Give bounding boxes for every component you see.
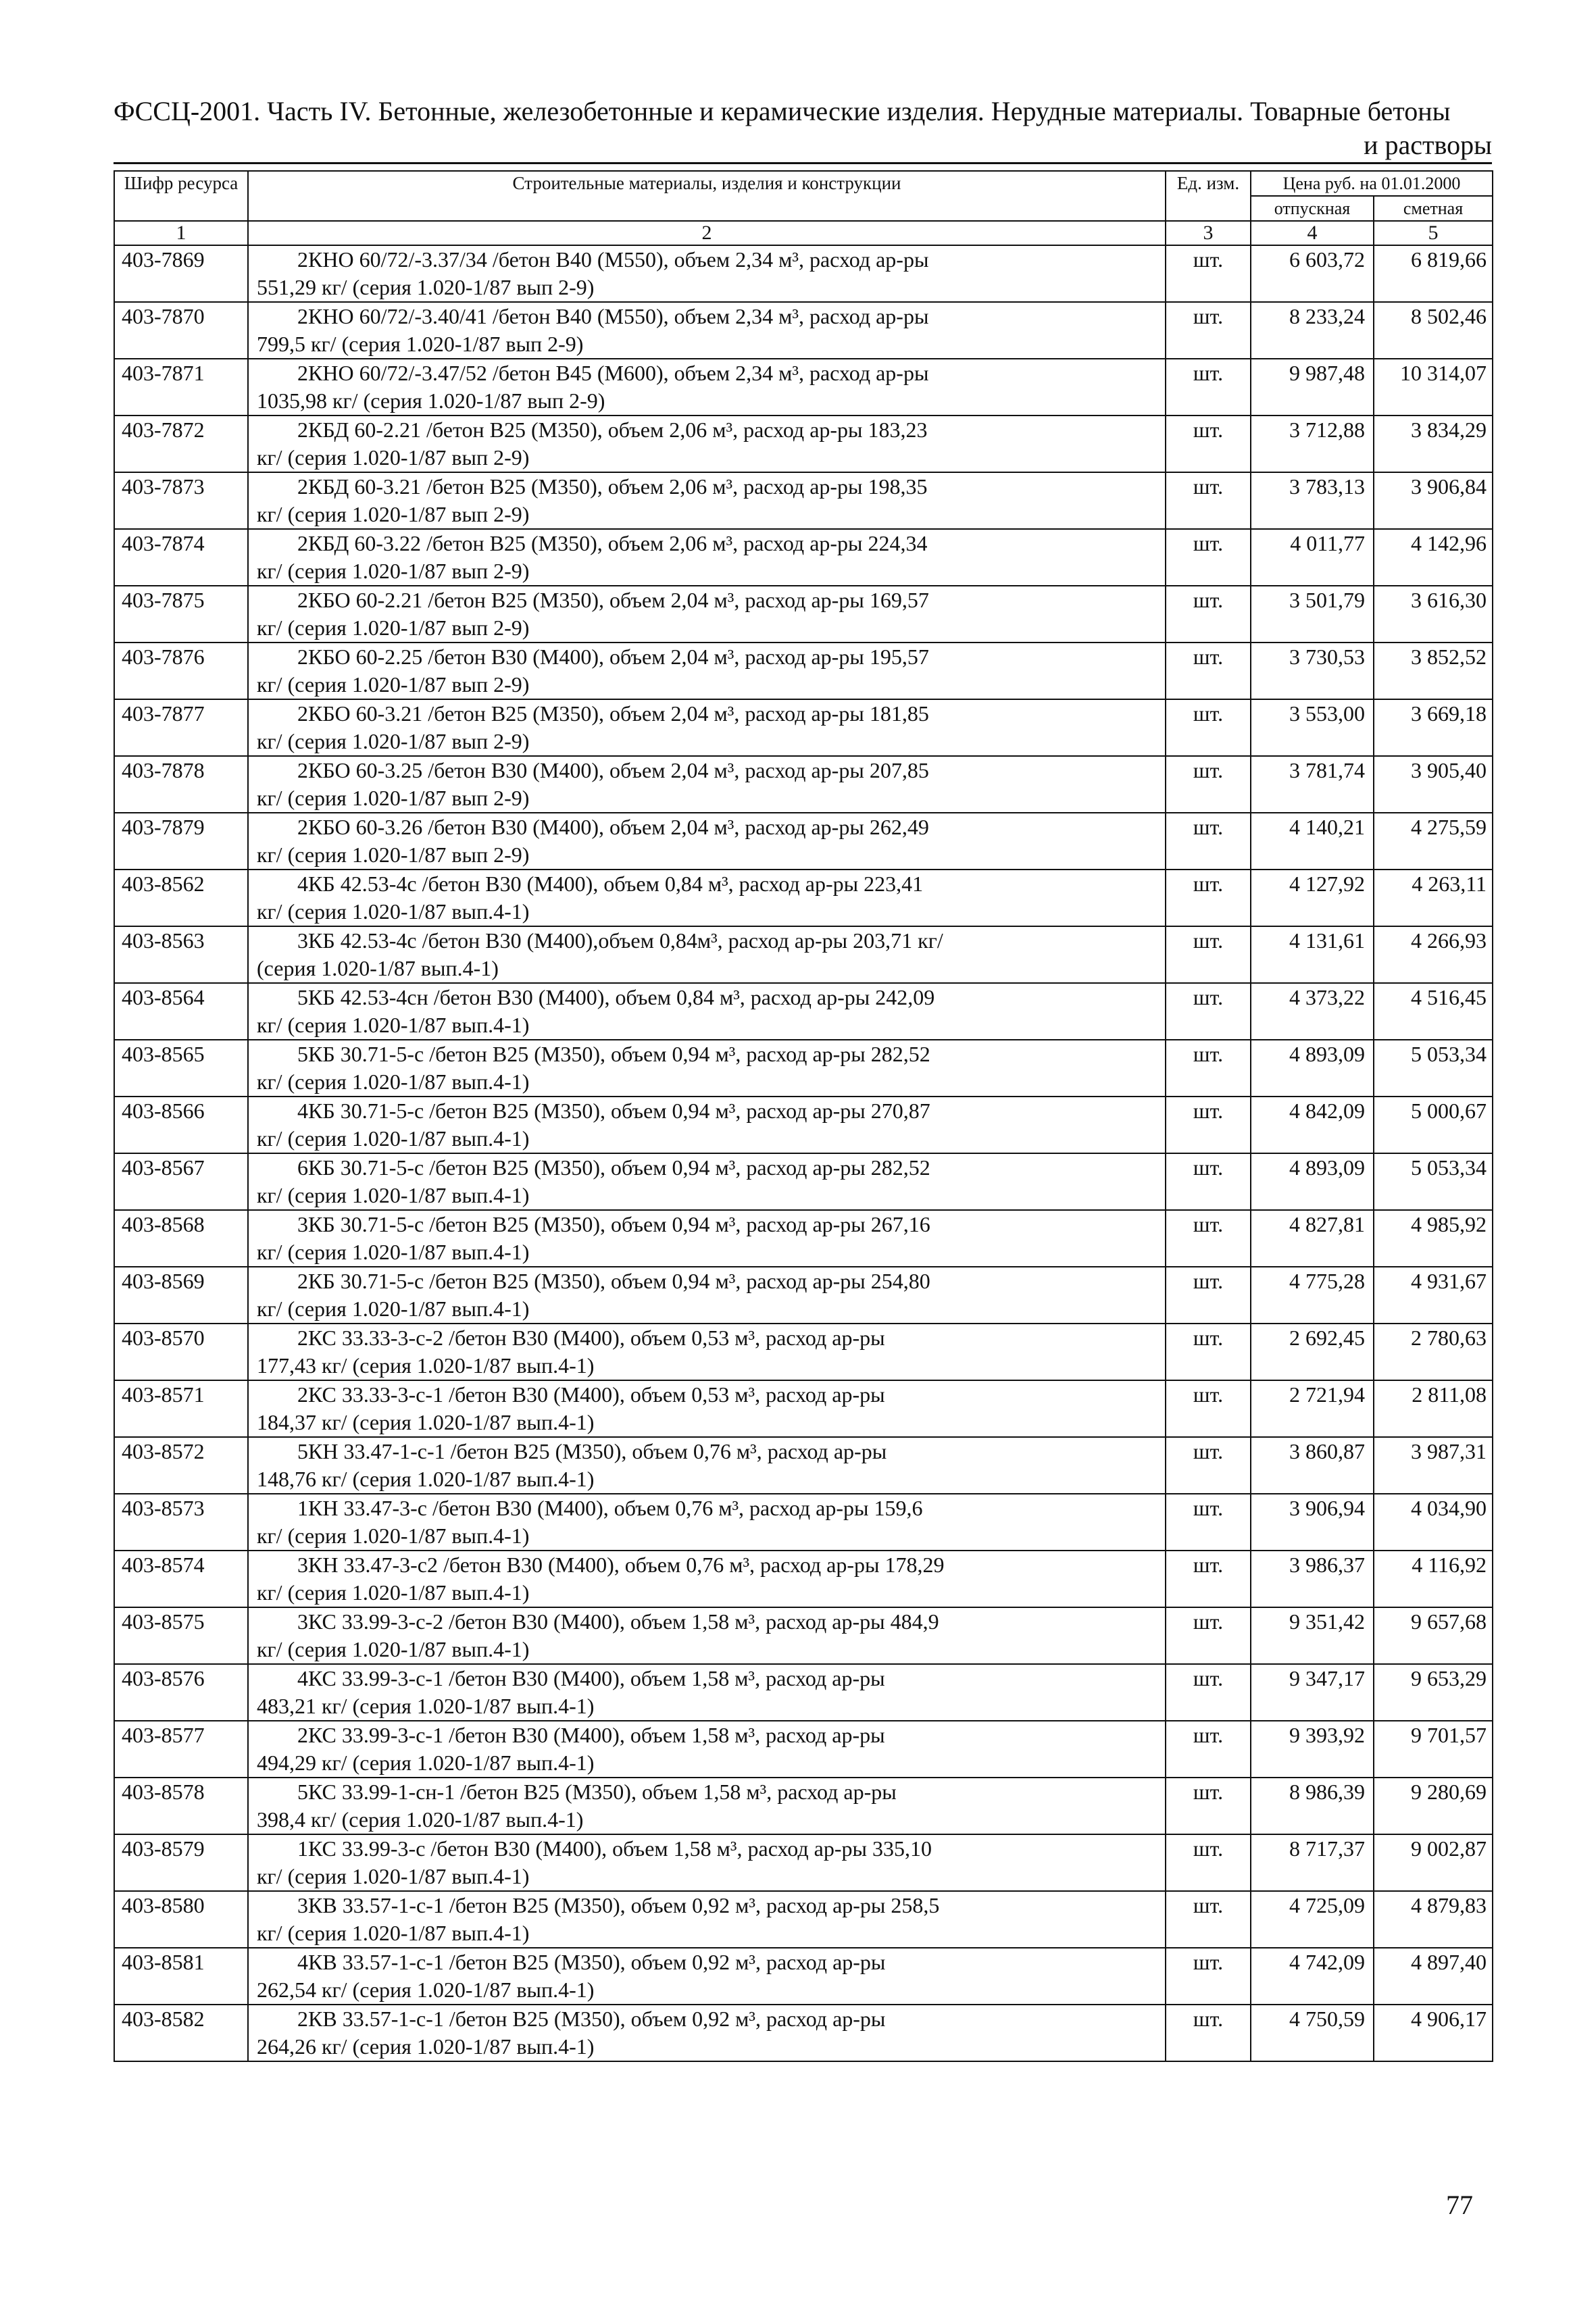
release-price-cell: 9 347,17	[1251, 1664, 1374, 1721]
table-row	[114, 302, 1493, 359]
resource-code: 403-8571	[114, 1380, 248, 1437]
description-cell	[248, 1267, 1166, 1324]
table-row	[114, 1778, 1493, 1834]
column-header-price-estimate: сметная	[1374, 196, 1493, 221]
description-line1: 5КБ 30.71-5-с /бетон В25 (М350), объем 0,94 м³, расход ар-ры 282,52	[297, 1042, 930, 1066]
estimate-price-cell: 3 906,84	[1374, 472, 1493, 529]
page-header	[114, 95, 1492, 162]
unit-cell: шт.	[1166, 1664, 1251, 1721]
table-row	[114, 699, 1493, 756]
column-header-description: Строительные материалы, изделия и конструкции	[248, 171, 1166, 221]
resource-code: 403-7873	[114, 472, 248, 529]
header-title-line1: ФССЦ-2001. Часть IV. Бетонные, железобетонные и керамические изделия. Нерудные материалы. Товарные бетоны	[114, 96, 1451, 126]
table-row	[114, 1267, 1493, 1324]
column-number: 4	[1251, 221, 1374, 245]
unit-cell: шт.	[1166, 472, 1251, 529]
description-line1: 2КБД 60-3.21 /бетон В25 (М350), объем 2,06 м³, расход ар-ры 198,35	[297, 474, 928, 499]
description-cell	[248, 699, 1166, 756]
description-line1: 6КБ 30.71-5-с /бетон В25 (М350), объем 0,94 м³, расход ар-ры 282,52	[297, 1155, 930, 1180]
unit-cell: шт.	[1166, 1210, 1251, 1267]
table-row	[114, 1380, 1493, 1437]
table-row	[114, 2005, 1493, 2061]
release-price-cell: 2 692,45	[1251, 1324, 1374, 1380]
unit-cell: шт.	[1166, 1267, 1251, 1324]
description-cell	[248, 870, 1166, 926]
column-number: 1	[114, 221, 248, 245]
table-row	[114, 1607, 1493, 1664]
description-line1: 2КНО 60/72/-3.40/41 /бетон В40 (М550), объем 2,34 м³, расход ар-ры	[297, 304, 929, 328]
unit-cell: шт.	[1166, 983, 1251, 1040]
description-line2: кг/ (серия 1.020-1/87 вып 2-9)	[257, 502, 530, 526]
resource-code: 403-8579	[114, 1834, 248, 1891]
release-price-cell: 4 131,61	[1251, 926, 1374, 983]
estimate-price-cell: 2 811,08	[1374, 1380, 1493, 1437]
description-line2: кг/ (серия 1.020-1/87 вып.4-1)	[257, 1183, 530, 1207]
description-line2: кг/ (серия 1.020-1/87 вып.4-1)	[257, 1126, 530, 1151]
table-body	[114, 245, 1493, 2061]
estimate-price-cell: 6 819,66	[1374, 245, 1493, 302]
release-price-cell: 3 781,74	[1251, 756, 1374, 813]
resource-code: 403-8573	[114, 1494, 248, 1551]
estimate-price-cell: 4 034,90	[1374, 1494, 1493, 1551]
column-header-price: Цена руб. на 01.01.2000	[1251, 171, 1493, 196]
description-cell	[248, 1551, 1166, 1607]
column-header-price-release: отпускная	[1251, 196, 1374, 221]
estimate-price-cell: 9 653,29	[1374, 1664, 1493, 1721]
release-price-cell: 2 721,94	[1251, 1380, 1374, 1437]
description-cell	[248, 1778, 1166, 1834]
release-price-cell: 8 986,39	[1251, 1778, 1374, 1834]
description-line1: 1КС 33.99-3-с /бетон В30 (М400), объем 1,58 м³, расход ар-ры 335,10	[297, 1836, 932, 1861]
resource-code: 403-7878	[114, 756, 248, 813]
description-line1: 3КН 33.47-3-с2 /бетон В30 (М400), объем 0,76 м³, расход ар-ры 178,29	[297, 1553, 945, 1577]
description-line2: кг/ (серия 1.020-1/87 вып.4-1)	[257, 1013, 530, 1037]
description-line1: 5КН 33.47-1-с-1 /бетон В25 (М350), объем 0,76 м³, расход ар-ры	[297, 1439, 887, 1463]
description-line2: кг/ (серия 1.020-1/87 вып.4-1)	[257, 1864, 530, 1888]
unit-cell: шт.	[1166, 1097, 1251, 1153]
description-cell	[248, 302, 1166, 359]
description-line2: кг/ (серия 1.020-1/87 вып 2-9)	[257, 559, 530, 583]
column-header-code: Шифр ресурса	[114, 171, 248, 221]
description-cell	[248, 1040, 1166, 1097]
resource-code: 403-7872	[114, 416, 248, 472]
description-line1: 4КВ 33.57-1-с-1 /бетон В25 (М350), объем 0,92 м³, расход ар-ры	[297, 1950, 886, 1974]
column-number: 3	[1166, 221, 1251, 245]
header-title-line2: и растворы	[1364, 130, 1492, 160]
description-line2: 551,29 кг/ (серия 1.020-1/87 вып 2-9)	[257, 275, 595, 299]
description-cell	[248, 472, 1166, 529]
resource-code: 403-8577	[114, 1721, 248, 1778]
unit-cell: шт.	[1166, 926, 1251, 983]
unit-cell: шт.	[1166, 1607, 1251, 1664]
description-line1: 3КБ 30.71-5-с /бетон В25 (М350), объем 0,94 м³, расход ар-ры 267,16	[297, 1212, 930, 1236]
description-line1: 2КБО 60-2.21 /бетон В25 (М350), объем 2,04 м³, расход ар-ры 169,57	[297, 588, 929, 612]
table-row	[114, 1494, 1493, 1551]
resource-code: 403-8581	[114, 1948, 248, 2005]
table-row	[114, 1664, 1493, 1721]
table-row	[114, 1891, 1493, 1948]
unit-cell: шт.	[1166, 2005, 1251, 2061]
unit-cell: шт.	[1166, 1948, 1251, 2005]
description-line1: 4КС 33.99-3-с-1 /бетон В30 (М400), объем 1,58 м³, расход ар-ры	[297, 1666, 885, 1690]
description-line1: 2КБ 30.71-5-с /бетон В25 (М350), объем 0,94 м³, расход ар-ры 254,80	[297, 1269, 930, 1293]
release-price-cell: 3 906,94	[1251, 1494, 1374, 1551]
description-line2: 398,4 кг/ (серия 1.020-1/87 вып.4-1)	[257, 1807, 584, 1832]
description-cell	[248, 983, 1166, 1040]
header-rule	[114, 162, 1492, 164]
description-line2: кг/ (серия 1.020-1/87 вып 2-9)	[257, 445, 530, 470]
description-line1: 3КБ 42.53-4с /бетон В30 (М400),объем 0,84м³, расход ар-ры 203,71 кг/	[297, 928, 943, 953]
description-line2: 1035,98 кг/ (серия 1.020-1/87 вып 2-9)	[257, 388, 605, 413]
estimate-price-cell: 4 266,93	[1374, 926, 1493, 983]
description-line2: 799,5 кг/ (серия 1.020-1/87 вып 2-9)	[257, 332, 584, 356]
estimate-price-cell: 9 701,57	[1374, 1721, 1493, 1778]
unit-cell: шт.	[1166, 1778, 1251, 1834]
description-line2: кг/ (серия 1.020-1/87 вып.4-1)	[257, 1637, 530, 1661]
release-price-cell: 4 127,92	[1251, 870, 1374, 926]
resource-code: 403-8576	[114, 1664, 248, 1721]
description-line1: 2КНО 60/72/-3.47/52 /бетон В45 (М600), объем 2,34 м³, расход ар-ры	[297, 361, 929, 385]
estimate-price-cell: 5 053,34	[1374, 1040, 1493, 1097]
table-row	[114, 983, 1493, 1040]
description-line1: 4КБ 42.53-4с /бетон В30 (М400), объем 0,84 м³, расход ар-ры 223,41	[297, 872, 924, 896]
estimate-price-cell: 3 905,40	[1374, 756, 1493, 813]
description-line2: кг/ (серия 1.020-1/87 вып.4-1)	[257, 1580, 530, 1605]
description-line2: 264,26 кг/ (серия 1.020-1/87 вып.4-1)	[257, 2034, 595, 2059]
description-cell	[248, 1664, 1166, 1721]
description-line2: 184,37 кг/ (серия 1.020-1/87 вып.4-1)	[257, 1410, 595, 1434]
description-line1: 2КБО 60-3.21 /бетон В25 (М350), объем 2,04 м³, расход ар-ры 181,85	[297, 701, 929, 726]
resource-code: 403-8567	[114, 1153, 248, 1210]
column-number: 5	[1374, 221, 1493, 245]
description-cell	[248, 1324, 1166, 1380]
description-line1: 2КВ 33.57-1-с-1 /бетон В25 (М350), объем 0,92 м³, расход ар-ры	[297, 2007, 886, 2031]
release-price-cell: 4 893,09	[1251, 1040, 1374, 1097]
unit-cell: шт.	[1166, 359, 1251, 416]
description-line2: 177,43 кг/ (серия 1.020-1/87 вып.4-1)	[257, 1353, 595, 1378]
table-row	[114, 870, 1493, 926]
resource-code: 403-8575	[114, 1607, 248, 1664]
estimate-price-cell: 9 280,69	[1374, 1778, 1493, 1834]
description-line2: 148,76 кг/ (серия 1.020-1/87 вып.4-1)	[257, 1467, 595, 1491]
table-row	[114, 756, 1493, 813]
description-cell	[248, 813, 1166, 870]
resource-code: 403-8562	[114, 870, 248, 926]
estimate-price-cell: 4 985,92	[1374, 1210, 1493, 1267]
estimate-price-cell: 4 142,96	[1374, 529, 1493, 586]
description-line1: 2КБО 60-2.25 /бетон В30 (М400), объем 2,04 м³, расход ар-ры 195,57	[297, 645, 929, 669]
resource-code: 403-8569	[114, 1267, 248, 1324]
release-price-cell: 4 725,09	[1251, 1891, 1374, 1948]
release-price-cell: 4 742,09	[1251, 1948, 1374, 2005]
description-line2: кг/ (серия 1.020-1/87 вып 2-9)	[257, 786, 530, 810]
resource-code: 403-8568	[114, 1210, 248, 1267]
estimate-price-cell: 2 780,63	[1374, 1324, 1493, 1380]
estimate-price-cell: 3 834,29	[1374, 416, 1493, 472]
unit-cell: шт.	[1166, 1040, 1251, 1097]
resource-code: 403-8570	[114, 1324, 248, 1380]
description-line1: 2КС 33.33-3-с-1 /бетон В30 (М400), объем 0,53 м³, расход ар-ры	[297, 1382, 885, 1407]
estimate-price-cell: 3 852,52	[1374, 643, 1493, 699]
description-line2: кг/ (серия 1.020-1/87 вып 2-9)	[257, 672, 530, 697]
resource-code: 403-8580	[114, 1891, 248, 1948]
unit-cell: шт.	[1166, 586, 1251, 643]
description-cell	[248, 1607, 1166, 1664]
resource-code: 403-7869	[114, 245, 248, 302]
description-line1: 1КН 33.47-3-с /бетон В30 (М400), объем 0,76 м³, расход ар-ры 159,6	[297, 1496, 923, 1520]
unit-cell: шт.	[1166, 1551, 1251, 1607]
estimate-price-cell: 4 897,40	[1374, 1948, 1493, 2005]
description-line1: 4КБ 30.71-5-с /бетон В25 (М350), объем 0,94 м³, расход ар-ры 270,87	[297, 1099, 930, 1123]
release-price-cell: 4 893,09	[1251, 1153, 1374, 1210]
release-price-cell: 3 553,00	[1251, 699, 1374, 756]
description-line2: кг/ (серия 1.020-1/87 вып.4-1)	[257, 1297, 530, 1321]
resource-code: 403-7874	[114, 529, 248, 586]
description-cell	[248, 1891, 1166, 1948]
resource-code: 403-7879	[114, 813, 248, 870]
description-line2: кг/ (серия 1.020-1/87 вып.4-1)	[257, 1524, 530, 1548]
release-price-cell: 3 501,79	[1251, 586, 1374, 643]
unit-cell: шт.	[1166, 756, 1251, 813]
description-cell	[248, 245, 1166, 302]
description-line1: 3КВ 33.57-1-с-1 /бетон В25 (М350), объем 0,92 м³, расход ар-ры 258,5	[297, 1893, 940, 1917]
table-row	[114, 586, 1493, 643]
estimate-price-cell: 4 879,83	[1374, 1891, 1493, 1948]
description-line2: 262,54 кг/ (серия 1.020-1/87 вып.4-1)	[257, 1978, 595, 2002]
description-line2: кг/ (серия 1.020-1/87 вып 2-9)	[257, 615, 530, 640]
description-line1: 2КНО 60/72/-3.37/34 /бетон В40 (М550), объем 2,34 м³, расход ар-ры	[297, 247, 929, 272]
release-price-cell: 3 860,87	[1251, 1437, 1374, 1494]
resource-code: 403-7870	[114, 302, 248, 359]
unit-cell: шт.	[1166, 1834, 1251, 1891]
resource-code: 403-7875	[114, 586, 248, 643]
description-cell	[248, 926, 1166, 983]
unit-cell: шт.	[1166, 416, 1251, 472]
resource-code: 403-7877	[114, 699, 248, 756]
release-price-cell: 4 842,09	[1251, 1097, 1374, 1153]
release-price-cell: 9 351,42	[1251, 1607, 1374, 1664]
unit-cell: шт.	[1166, 245, 1251, 302]
description-line2: кг/ (серия 1.020-1/87 вып 2-9)	[257, 729, 530, 753]
release-price-cell: 4 011,77	[1251, 529, 1374, 586]
description-cell	[248, 1380, 1166, 1437]
description-cell	[248, 1097, 1166, 1153]
table-row	[114, 1324, 1493, 1380]
unit-cell: шт.	[1166, 1324, 1251, 1380]
release-price-cell: 9 987,48	[1251, 359, 1374, 416]
unit-cell: шт.	[1166, 529, 1251, 586]
resource-code: 403-7871	[114, 359, 248, 416]
resource-code: 403-8578	[114, 1778, 248, 1834]
description-line2: кг/ (серия 1.020-1/87 вып.4-1)	[257, 1240, 530, 1264]
description-cell	[248, 756, 1166, 813]
estimate-price-cell: 4 116,92	[1374, 1551, 1493, 1607]
description-line1: 2КБД 60-3.22 /бетон В25 (М350), объем 2,06 м³, расход ар-ры 224,34	[297, 531, 928, 555]
table-row	[114, 643, 1493, 699]
description-cell	[248, 643, 1166, 699]
description-line2: 494,29 кг/ (серия 1.020-1/87 вып.4-1)	[257, 1751, 595, 1775]
description-cell	[248, 1948, 1166, 2005]
unit-cell: шт.	[1166, 1891, 1251, 1948]
release-price-cell: 6 603,72	[1251, 245, 1374, 302]
unit-cell: шт.	[1166, 1437, 1251, 1494]
description-cell	[248, 2005, 1166, 2061]
description-line1: 5КС 33.99-1-сн-1 /бетон В25 (М350), объем 1,58 м³, расход ар-ры	[297, 1780, 897, 1804]
table-row	[114, 1437, 1493, 1494]
release-price-cell: 4 140,21	[1251, 813, 1374, 870]
release-price-cell: 3 730,53	[1251, 643, 1374, 699]
description-line1: 3КС 33.99-3-с-2 /бетон В30 (М400), объем 1,58 м³, расход ар-ры 484,9	[297, 1609, 939, 1634]
description-cell	[248, 416, 1166, 472]
page-number: 77	[1446, 2190, 1473, 2220]
description-line2: (серия 1.020-1/87 вып.4-1)	[257, 956, 499, 980]
resource-code: 403-8572	[114, 1437, 248, 1494]
description-line2: кг/ (серия 1.020-1/87 вып.4-1)	[257, 1070, 530, 1094]
release-price-cell: 8 717,37	[1251, 1834, 1374, 1891]
description-line1: 2КС 33.99-3-с-1 /бетон В30 (М400), объем 1,58 м³, расход ар-ры	[297, 1723, 885, 1747]
estimate-price-cell: 9 657,68	[1374, 1607, 1493, 1664]
release-price-cell: 4 827,81	[1251, 1210, 1374, 1267]
unit-cell: шт.	[1166, 302, 1251, 359]
resource-code: 403-7876	[114, 643, 248, 699]
column-header-unit: Ед. изм.	[1166, 171, 1251, 221]
release-price-cell: 3 712,88	[1251, 416, 1374, 472]
resource-code: 403-8574	[114, 1551, 248, 1607]
table-row	[114, 359, 1493, 416]
column-number-row	[114, 221, 1493, 245]
table-row	[114, 1040, 1493, 1097]
estimate-price-cell: 3 669,18	[1374, 699, 1493, 756]
description-line2: кг/ (серия 1.020-1/87 вып 2-9)	[257, 842, 530, 867]
table-row	[114, 813, 1493, 870]
description-line1: 2КС 33.33-3-с-2 /бетон В30 (М400), объем 0,53 м³, расход ар-ры	[297, 1326, 885, 1350]
estimate-price-cell: 3 616,30	[1374, 586, 1493, 643]
description-cell	[248, 1437, 1166, 1494]
table-row	[114, 1097, 1493, 1153]
release-price-cell: 3 783,13	[1251, 472, 1374, 529]
table-row	[114, 1551, 1493, 1607]
unit-cell: шт.	[1166, 1153, 1251, 1210]
description-cell	[248, 1834, 1166, 1891]
resource-code: 403-8566	[114, 1097, 248, 1153]
description-cell	[248, 359, 1166, 416]
table-row	[114, 1153, 1493, 1210]
release-price-cell: 9 393,92	[1251, 1721, 1374, 1778]
description-cell	[248, 1494, 1166, 1551]
table-row	[114, 529, 1493, 586]
estimate-price-cell: 5 000,67	[1374, 1097, 1493, 1153]
unit-cell: шт.	[1166, 1380, 1251, 1437]
unit-cell: шт.	[1166, 699, 1251, 756]
estimate-price-cell: 4 263,11	[1374, 870, 1493, 926]
table-row	[114, 1834, 1493, 1891]
release-price-cell: 8 233,24	[1251, 302, 1374, 359]
description-cell	[248, 586, 1166, 643]
estimate-price-cell: 4 516,45	[1374, 983, 1493, 1040]
table-row	[114, 1948, 1493, 2005]
table-row	[114, 926, 1493, 983]
estimate-price-cell: 4 931,67	[1374, 1267, 1493, 1324]
estimate-price-cell: 3 987,31	[1374, 1437, 1493, 1494]
description-line2: 483,21 кг/ (серия 1.020-1/87 вып.4-1)	[257, 1694, 595, 1718]
description-cell	[248, 1721, 1166, 1778]
release-price-cell: 3 986,37	[1251, 1551, 1374, 1607]
release-price-cell: 4 373,22	[1251, 983, 1374, 1040]
description-line1: 5КБ 42.53-4сн /бетон В30 (М400), объем 0,84 м³, расход ар-ры 242,09	[297, 985, 935, 1009]
table-row	[114, 1721, 1493, 1778]
description-cell	[248, 529, 1166, 586]
table-row	[114, 472, 1493, 529]
description-line1: 2КБО 60-3.25 /бетон В30 (М400), объем 2,04 м³, расход ар-ры 207,85	[297, 758, 929, 782]
table-row	[114, 1210, 1493, 1267]
description-line1: 2КБО 60-3.26 /бетон В30 (М400), объем 2,04 м³, расход ар-ры 262,49	[297, 815, 929, 839]
unit-cell: шт.	[1166, 643, 1251, 699]
resource-code: 403-8563	[114, 926, 248, 983]
estimate-price-cell: 4 275,59	[1374, 813, 1493, 870]
price-table	[114, 170, 1493, 2062]
resource-code: 403-8582	[114, 2005, 248, 2061]
unit-cell: шт.	[1166, 1721, 1251, 1778]
column-number: 2	[248, 221, 1166, 245]
estimate-price-cell: 9 002,87	[1374, 1834, 1493, 1891]
unit-cell: шт.	[1166, 1494, 1251, 1551]
estimate-price-cell: 8 502,46	[1374, 302, 1493, 359]
release-price-cell: 4 750,59	[1251, 2005, 1374, 2061]
estimate-price-cell: 4 906,17	[1374, 2005, 1493, 2061]
resource-code: 403-8565	[114, 1040, 248, 1097]
unit-cell: шт.	[1166, 813, 1251, 870]
release-price-cell: 4 775,28	[1251, 1267, 1374, 1324]
estimate-price-cell: 10 314,07	[1374, 359, 1493, 416]
estimate-price-cell: 5 053,34	[1374, 1153, 1493, 1210]
description-line2: кг/ (серия 1.020-1/87 вып.4-1)	[257, 1921, 530, 1945]
unit-cell: шт.	[1166, 870, 1251, 926]
description-cell	[248, 1153, 1166, 1210]
table-row	[114, 416, 1493, 472]
description-line2: кг/ (серия 1.020-1/87 вып.4-1)	[257, 899, 530, 924]
description-cell	[248, 1210, 1166, 1267]
resource-code: 403-8564	[114, 983, 248, 1040]
table-row	[114, 245, 1493, 302]
description-line1: 2КБД 60-2.21 /бетон В25 (М350), объем 2,06 м³, расход ар-ры 183,23	[297, 418, 928, 442]
